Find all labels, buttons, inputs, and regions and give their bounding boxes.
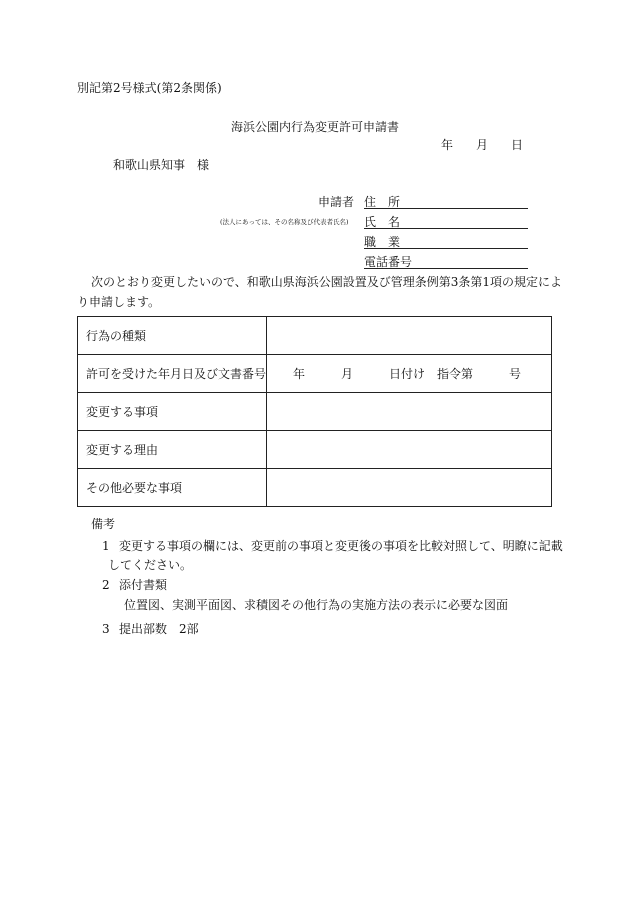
row-value-change-reason[interactable] xyxy=(267,431,552,469)
date-month: 月 xyxy=(476,138,489,152)
table-row xyxy=(78,317,552,355)
note-2-number: 2 xyxy=(102,578,110,592)
name-line xyxy=(364,228,528,229)
table-row xyxy=(78,431,552,469)
permit-day-directive-label: 日付け 指令第 xyxy=(388,367,473,381)
note-3-number: 3 xyxy=(102,622,110,636)
phone-line xyxy=(364,268,528,269)
note-1-text-cont: してください。 xyxy=(108,558,193,572)
occupation-line xyxy=(364,248,528,249)
occupation-label: 職 業 xyxy=(364,235,401,249)
row-value-activity-type[interactable] xyxy=(267,317,552,355)
row-label-permit-date-number: 許可を受けた年月日及び文書番号 xyxy=(78,355,267,393)
notes-heading: 備考 xyxy=(91,517,116,531)
intro-line-2: り申請します。 xyxy=(77,295,161,309)
address-label: 住 所 xyxy=(364,195,401,209)
address-line xyxy=(364,208,528,209)
addressee: 和歌山県知事 様 xyxy=(113,158,210,172)
row-value-permit-date-number[interactable] xyxy=(267,355,552,393)
date-year: 年 xyxy=(441,138,454,152)
permit-year-label: 年 xyxy=(292,367,305,381)
row-label-other-items: その他必要な事項 xyxy=(78,469,267,507)
permit-date-number-parts xyxy=(275,365,551,382)
note-2-text-cont: 位置図、実測平面図、求積図その他行為の実施方法の表示に必要な図面 xyxy=(124,598,509,612)
note-1-text: 変更する事項の欄には、変更前の事項と変更後の事項を比較対照して、明瞭に記載 xyxy=(119,539,563,553)
row-label-changed-items: 変更する事項 xyxy=(78,393,267,431)
row-value-changed-items[interactable] xyxy=(267,393,552,431)
note-3-text: 提出部数 2部 xyxy=(119,622,199,636)
name-label: 氏 名 xyxy=(364,215,401,229)
date-day: 日 xyxy=(511,138,524,152)
document-title: 海浜公園内行為変更許可申請書 xyxy=(231,120,400,134)
permit-number-label: 号 xyxy=(508,367,521,381)
application-table xyxy=(77,316,552,507)
intro-line-1: 次のとおり変更したいので、和歌山県海浜公園設置及び管理条例第3条第1項の規定によ xyxy=(91,275,563,289)
row-value-other-items[interactable] xyxy=(267,469,552,507)
note-2-text: 添付書類 xyxy=(119,578,168,592)
form-number: 別記第2号様式(第2条関係) xyxy=(77,81,222,95)
phone-label: 電話番号 xyxy=(364,255,413,269)
table-row xyxy=(78,355,552,393)
row-label-change-reason: 変更する理由 xyxy=(78,431,267,469)
applicant-label: 申請者 xyxy=(318,195,355,209)
note-1-number: 1 xyxy=(102,539,110,553)
permit-month-label: 月 xyxy=(340,367,353,381)
row-label-activity-type: 行為の種類 xyxy=(78,317,267,355)
corporate-note: (法人にあっては、その名称及び代表者氏名) xyxy=(220,218,349,226)
table-row xyxy=(78,393,552,431)
table-row xyxy=(78,469,552,507)
